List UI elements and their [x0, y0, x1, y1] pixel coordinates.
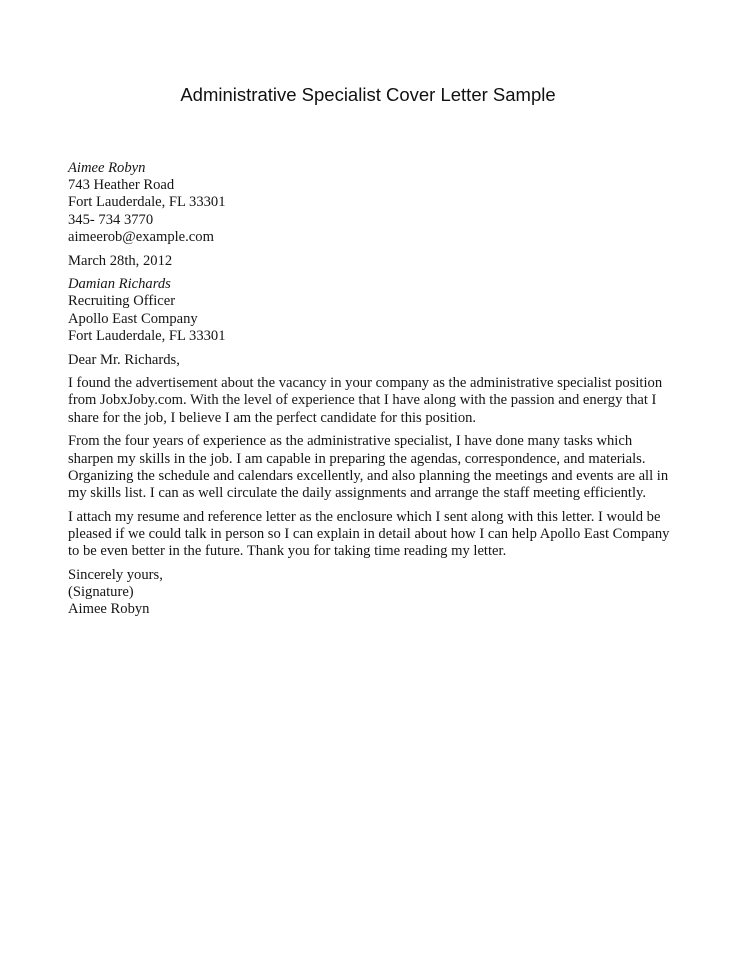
recipient-position: Recruiting Officer — [68, 293, 176, 310]
date-block — [68, 253, 688, 270]
sender-phone: 345- 734 3770 — [68, 211, 154, 228]
salutation: Dear Mr. Richards, — [68, 351, 180, 368]
recipient-city-line: Fort Lauderdale, FL 33301 — [68, 327, 226, 344]
closing-name: Aimee Robyn — [68, 601, 150, 618]
closing-block — [68, 567, 688, 619]
paragraph-line: pleased if we could talk in person so I can explain in detail about how I can help Apollo East Company — [68, 525, 670, 542]
paragraph-line: I attach my resume and reference letter as the enclosure which I sent along with this letter. I would be — [68, 508, 661, 525]
sender-email: aimeerob@example.com — [68, 228, 214, 245]
sender-city-line: Fort Lauderdale, FL 33301 — [68, 194, 226, 211]
paragraph-line: Organizing the schedule and calendars excellently, and also planning the meetings and events are all in — [68, 467, 669, 484]
recipient-company: Apollo East Company — [68, 310, 198, 327]
paragraph-line: I found the advertisement about the vacancy in your company as the administrative specialist position — [68, 375, 663, 392]
paragraph-line: share for the job, I believe I am the perfect candidate for this position. — [68, 409, 477, 426]
paragraph-line: From the four years of experience as the administrative specialist, I have done many tasks which — [68, 433, 633, 450]
sender-name: Aimee Robyn — [68, 160, 146, 176]
document-title: Administrative Specialist Cover Letter Sample — [180, 84, 556, 105]
paragraph-line: to be even better in the future. Thank you for taking time reading my letter. — [68, 543, 507, 560]
signature-placeholder: (Signature) — [68, 583, 134, 600]
paragraph-line: my skills list. I can as well circulate the daily assignments and arrange the staff meeting efficiently. — [68, 484, 647, 501]
salutation-block — [68, 352, 688, 369]
body-paragraph-1 — [68, 375, 688, 427]
paragraph-line: sharpen my skills in the job. I am capable in preparing the agendas, correspondence, and materials. — [68, 450, 646, 467]
recipient-address-block — [68, 276, 688, 345]
sender-address-block — [68, 160, 688, 246]
sender-street: 743 Heather Road — [68, 177, 175, 194]
recipient-name: Damian Richards — [68, 276, 171, 293]
body-paragraph-3 — [68, 509, 688, 561]
body-paragraph-2 — [68, 433, 688, 502]
valediction: Sincerely yours, — [68, 566, 163, 583]
paragraph-line: from JobxJoby.com. With the level of experience that I have along with the passion and energy that I — [68, 392, 657, 409]
letter-body — [68, 160, 688, 618]
letter-date: March 28th, 2012 — [68, 252, 173, 269]
